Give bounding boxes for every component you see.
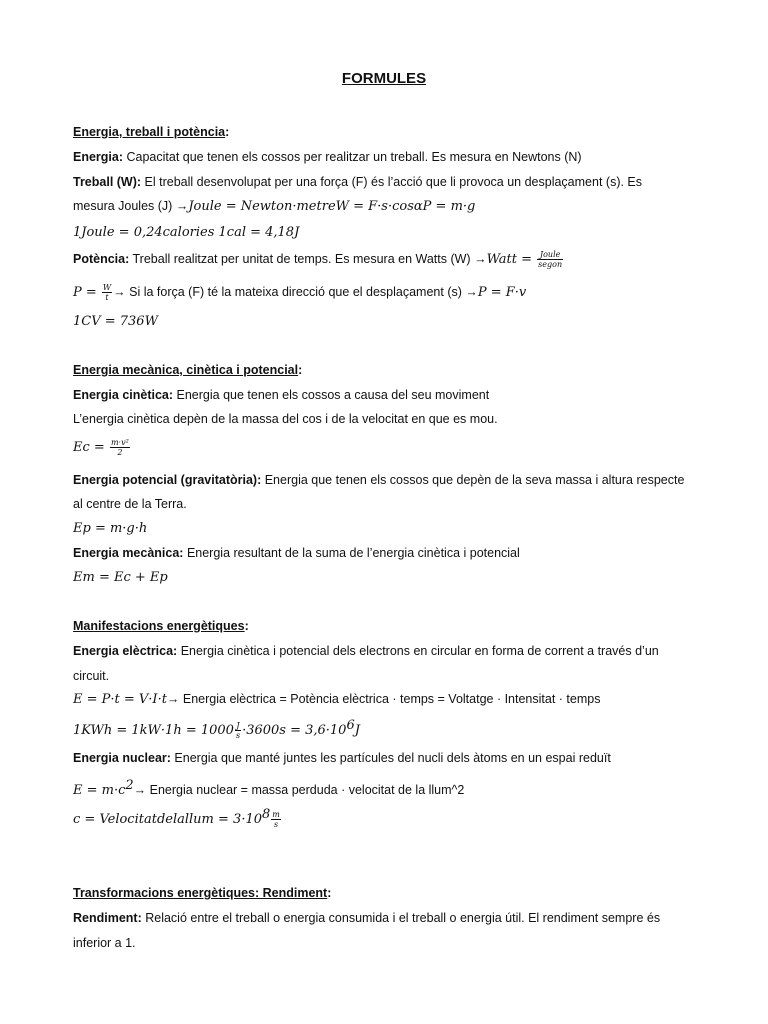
text-rendiment: inferior a 1. — [73, 936, 136, 950]
definition-energia: Energia: Capacitat que tenen els cossos per realitzar un treball. Es mesura en Newtons (N) — [73, 150, 582, 164]
text-potencial: al centre de la Terra. — [73, 497, 187, 511]
fraction-joule-segon: $\frac{\text{Joule}}{\text{segon}}$ — [538, 250, 563, 269]
definition-mecanica: Energia mecànica: Energia resultant de la suma de l’energia cinètica i potencial — [73, 546, 520, 560]
definition-treball: Treball (W): El treball desenvolupat per una força (F) és l’acció que li provoca un desplaçament (s). Es — [73, 175, 643, 189]
formula-potencia: P = $\frac{W}{t}$ → Si la força (F) té la mateixa direcció que el desplaçament (s) →P = F·v — [73, 283, 527, 302]
page-title: FORMULES — [341, 70, 427, 87]
formula-c: c = Velocitatdelallum = $3\cdot 10^8$ $\frac{m}{s}$ — [73, 807, 280, 830]
definition-rendiment: Rendiment: Relació entre el treball o energia consumida i el treball o energia útil. El rendiment sempre és — [73, 911, 661, 925]
formula-emc2: $E = m\cdot c^2\to$ Energia nuclear = massa perduda · velocitat de la llum^2 — [73, 778, 465, 799]
definition-nuclear: Energia nuclear: Energia que manté juntes les partícules del nucli dels àtoms en un espai reduït — [73, 751, 611, 765]
fraction-m-s: $\frac{m}{s}$ — [272, 810, 280, 830]
formula-ep: Ep = m·g·h — [73, 521, 148, 536]
fraction-mv2-2: $\frac{\text{m·v²}}{2}$ — [110, 438, 129, 457]
definition-potencia: Potència: Treball realitzat per unitat de temps. Es mesura en Watts (W) →Watt = $\frac{\text{Joule}}{\text{segon}}$ — [73, 250, 563, 269]
formula-cv: 1CV = 736W — [73, 314, 158, 329]
section-heading-manifestacions: Manifestacions energètiques: — [73, 619, 249, 633]
definition-potencial: Energia potencial (gravitatòria): Energia que tenen els cossos que depèn de la seva massa i altura respecte — [73, 473, 685, 487]
formula-joule: mesura Joules (J) →Joule = Newton·metreW = F·s·cosαP = m·g — [73, 199, 476, 214]
section-heading-energia: Energia, treball i potència: — [73, 125, 230, 139]
section-heading-mecanica: Energia mecànica, cinètica i potencial: — [73, 363, 303, 377]
formula-em: Em = Ec + Ep — [73, 570, 168, 585]
text-cinetica: L’energia cinètica depèn de la massa del cos i de la velocitat en que es mou. — [73, 412, 498, 426]
definition-cinetica: Energia cinètica: Energia que tenen els cossos a causa del seu moviment — [73, 388, 490, 402]
formula-calories: 1Joule = 0,24calories 1cal = 4,18J — [73, 225, 300, 240]
text-electrica: circuit. — [73, 669, 110, 683]
fraction-w-t: $\frac{W}{t}$ — [102, 283, 112, 302]
section-heading-rendiment: Transformacions energètiques: Rendiment: — [73, 886, 332, 900]
formula-ec: Ec = $\frac{\text{m·v²}}{2}$ — [73, 438, 129, 457]
fraction-j-s: $\frac{J}{s}$ — [235, 721, 241, 741]
formula-e-electrica: E = P·t = V·I·t→ Energia elèctrica = Potència elèctrica · temps = Voltatge · Intensitat · temps — [73, 692, 601, 707]
definition-electrica: Energia elèctrica: Energia cinètica i potencial dels electrons en circular en forma de corrent a través d’un — [73, 644, 659, 658]
formula-kwh: 1KWh = 1kW·1h = 1000 $\frac{J}{s}$ $\cdot 3600s = 3,6\cdot 10^6J$ — [73, 718, 360, 741]
